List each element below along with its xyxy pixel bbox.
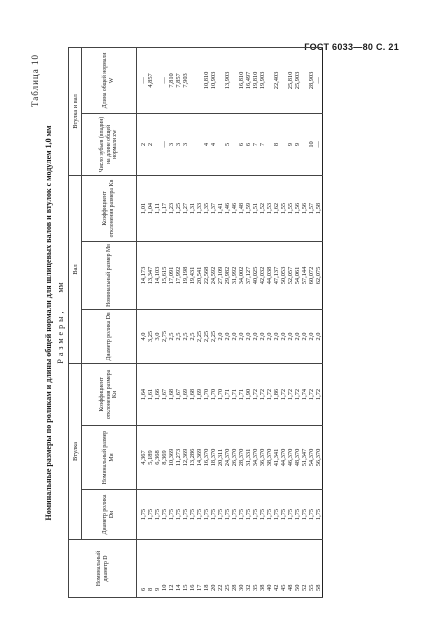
cell-bushing-coefficient: 1,68 — [189, 363, 196, 425]
cell-shaft-roller-diameter: 3,0 — [154, 309, 161, 363]
cell-nominal-diameter: 20 — [210, 540, 217, 598]
col-bushing-nominal-size: Номинальный размер Mи — [82, 426, 137, 490]
cell-bushing-coefficient: 1,72 — [266, 363, 273, 425]
cell-bushing-roller-diameter: 1,75 — [203, 490, 210, 540]
cell-bushing-coefficient: 1,67 — [175, 363, 182, 425]
cell-bushing-size: 46,370 — [287, 426, 294, 490]
cell-nominal-diameter: 8 — [147, 540, 154, 598]
group-shaft: Вал — [69, 175, 82, 363]
cell-shaft-size: 34,002 — [238, 241, 245, 309]
cell-shaft-roller-diameter: 2,0 — [301, 309, 308, 363]
table-title: Номинальные размеры по роликам и длины общей нормали для шлицевых валов и втулок с модулем 1,0 мм — [44, 125, 53, 521]
cell-shaft-coefficient: 1,46 — [231, 175, 238, 241]
cell-bushing-roller-diameter: 1,75 — [196, 490, 203, 540]
cell-bushing-roller-diameter: 1,75 — [287, 490, 294, 540]
cell-shaft-roller-diameter: 2,0 — [259, 309, 266, 363]
cell-shaft-size: 42,032 — [259, 241, 266, 309]
table-subtitle — [56, 48, 65, 598]
cell-bushing-coefficient: 1,71 — [224, 363, 231, 425]
cell-teeth-count — [280, 113, 287, 175]
cell-bushing-coefficient: 1,61 — [147, 363, 154, 425]
cell-bushing-coefficient: 1,70 — [203, 363, 210, 425]
cell-bushing-size: 8,369 — [161, 426, 168, 490]
cell-teeth-count: 10 — [308, 113, 315, 175]
cell-teeth-count: 6 — [238, 113, 245, 175]
table-row — [308, 47, 315, 597]
cell-teeth-count: 9 — [294, 113, 301, 175]
cell-normal-length: 7,903 — [182, 47, 189, 113]
cell-bushing-coefficient: 1,72 — [259, 363, 266, 425]
cell-nominal-diameter: 12 — [168, 540, 175, 598]
cell-normal-length: 25,903 — [294, 47, 301, 113]
cell-bushing-roller-diameter: 1,75 — [238, 490, 245, 540]
cell-bushing-size: 44,370 — [280, 426, 287, 490]
cell-normal-length — [231, 47, 238, 113]
cell-shaft-size: 57,144 — [301, 241, 308, 309]
cell-bushing-coefficient: 1,72 — [280, 363, 287, 425]
cell-bushing-roller-diameter: 1,75 — [154, 490, 161, 540]
cell-teeth-count — [301, 113, 308, 175]
cell-normal-length: 19,810 — [252, 47, 259, 113]
cell-shaft-size: 29,982 — [224, 241, 231, 309]
cell-bushing-coefficient: 1,69 — [182, 363, 189, 425]
cell-normal-length: 10,810 — [203, 47, 210, 113]
cell-bushing-size: 34,370 — [252, 426, 259, 490]
cell-bushing-roller-diameter: 1,75 — [259, 490, 266, 540]
cell-bushing-size: 26,370 — [231, 426, 238, 490]
rotated-table-block — [26, 48, 396, 598]
cell-shaft-roller-diameter: 2,0 — [287, 309, 294, 363]
cell-nominal-diameter: 30 — [238, 540, 245, 598]
cell-nominal-diameter: 15 — [182, 540, 189, 598]
table-row — [137, 47, 148, 597]
table-row — [245, 47, 252, 597]
cell-bushing-size: 56,370 — [315, 426, 323, 490]
cell-bushing-coefficient: 1,72 — [287, 363, 294, 425]
cell-shaft-coefficient: 1,37 — [210, 175, 217, 241]
cell-shaft-roller-diameter: 2,0 — [217, 309, 224, 363]
cell-bushing-coefficient: 1,71 — [238, 363, 245, 425]
col-normal-length: Длина общей нормали W — [82, 47, 137, 113]
cell-nominal-diameter: 10 — [161, 540, 168, 598]
cell-nominal-diameter: 38 — [259, 540, 266, 598]
cell-bushing-roller-diameter: 1,75 — [252, 490, 259, 540]
page-header: ГОСТ 6033—80 С. 21 — [304, 42, 399, 52]
cell-shaft-roller-diameter: 2,0 — [245, 309, 252, 363]
cell-bushing-roller-diameter: 1,75 — [224, 490, 231, 540]
cell-bushing-size: 28,370 — [238, 426, 245, 490]
cell-shaft-size: 15,615 — [161, 241, 168, 309]
cell-normal-length: — — [137, 47, 148, 113]
cell-teeth-count: 4 — [210, 113, 217, 175]
cell-shaft-coefficient: 1,51 — [252, 175, 259, 241]
table-row — [259, 47, 266, 597]
cell-normal-length: — — [161, 47, 168, 113]
dimensions-table — [68, 47, 323, 598]
cell-normal-length: 4,857 — [147, 47, 154, 113]
cell-nominal-diameter: 58 — [315, 540, 323, 598]
cell-shaft-size: 22,568 — [203, 241, 210, 309]
cell-shaft-coefficient: 1,57 — [308, 175, 315, 241]
cell-shaft-size: 44,038 — [266, 241, 273, 309]
cell-shaft-size: 52,057 — [287, 241, 294, 309]
cell-bushing-roller-diameter: 1,75 — [308, 490, 315, 540]
cell-bushing-coefficient: 1,71 — [231, 363, 238, 425]
cell-bushing-roller-diameter: 1,75 — [280, 490, 287, 540]
cell-shaft-coefficient: 1,17 — [161, 175, 168, 241]
cell-shaft-coefficient: 1,48 — [238, 175, 245, 241]
cell-teeth-count: — — [315, 113, 323, 175]
cell-bushing-coefficient: 1,64 — [137, 363, 148, 425]
cell-shaft-roller-diameter: 2,0 — [252, 309, 259, 363]
cell-nominal-diameter: 35 — [252, 540, 259, 598]
cell-nominal-diameter: 40 — [266, 540, 273, 598]
cell-shaft-roller-diameter: 2,25 — [196, 309, 203, 363]
cell-normal-length: 7,810 — [168, 47, 175, 113]
cell-shaft-coefficient: 1,52 — [259, 175, 266, 241]
cell-shaft-coefficient: 1,35 — [203, 175, 210, 241]
cell-nominal-diameter: 52 — [301, 540, 308, 598]
cell-shaft-size: 24,592 — [210, 241, 217, 309]
cell-bushing-coefficient: 1,67 — [161, 363, 168, 425]
cell-bushing-size: 16,370 — [203, 426, 210, 490]
cell-normal-length: 25,810 — [287, 47, 294, 113]
table-row — [217, 47, 224, 597]
cell-teeth-count: 7 — [252, 113, 259, 175]
cell-bushing-roller-diameter: 1,75 — [210, 490, 217, 540]
cell-bushing-size: 11,273 — [175, 426, 182, 490]
cell-bushing-size: 36,370 — [259, 426, 266, 490]
table-row — [252, 47, 259, 597]
cell-shaft-size: 62,075 — [315, 241, 323, 309]
table-row — [189, 47, 196, 597]
cell-shaft-size: 27,109 — [217, 241, 224, 309]
group-bushing-and-shaft: Втулка и вал — [69, 47, 82, 175]
cell-nominal-diameter: 55 — [308, 540, 315, 598]
table-row — [287, 47, 294, 597]
cell-teeth-count — [266, 113, 273, 175]
col-bushing-coefficient: Коэффициент отклонения размера Kи — [82, 363, 137, 425]
table-row — [315, 47, 323, 597]
cell-shaft-coefficient: 1,53 — [266, 175, 273, 241]
cell-shaft-coefficient: 1,41 — [217, 175, 224, 241]
cell-teeth-count: 3 — [168, 113, 175, 175]
col-bushing-roller-diameter: Диаметр ролика Dи — [82, 490, 137, 540]
cell-teeth-count — [196, 113, 203, 175]
table-row — [182, 47, 189, 597]
cell-shaft-roller-diameter: 2,0 — [224, 309, 231, 363]
cell-shaft-size: 47,137 — [273, 241, 280, 309]
cell-shaft-coefficient: 1,01 — [137, 175, 148, 241]
cell-bushing-size: 20,311 — [217, 426, 224, 490]
table-row — [210, 47, 217, 597]
table-row — [154, 47, 161, 597]
cell-bushing-size: 12,369 — [182, 426, 189, 490]
cell-nominal-diameter: 17 — [196, 540, 203, 598]
cell-bushing-coefficient: 1,68 — [168, 363, 175, 425]
table-row — [231, 47, 238, 597]
cell-bushing-size: 51,347 — [301, 426, 308, 490]
cell-shaft-size: 14,173 — [137, 241, 148, 309]
table-row — [175, 47, 182, 597]
cell-shaft-coefficient: 1,23 — [168, 175, 175, 241]
cell-shaft-coefficient: 1,59 — [245, 175, 252, 241]
cell-nominal-diameter: 9 — [154, 540, 161, 598]
cell-bushing-roller-diameter: 1,75 — [231, 490, 238, 540]
cell-normal-length: 22,403 — [273, 47, 280, 113]
cell-shaft-roller-diameter: 2,0 — [308, 309, 315, 363]
cell-teeth-count: 9 — [287, 113, 294, 175]
cell-shaft-size: 50,053 — [280, 241, 287, 309]
cell-shaft-coefficient: 1,46 — [224, 175, 231, 241]
cell-shaft-coefficient: 1,62 — [273, 175, 280, 241]
cell-shaft-coefficient: 1,25 — [175, 175, 182, 241]
cell-shaft-roller-diameter: 2,5 — [189, 309, 196, 363]
cell-bushing-coefficient: 1,69 — [196, 363, 203, 425]
cell-bushing-roller-diameter: 1,75 — [301, 490, 308, 540]
cell-normal-length: 7,857 — [175, 47, 182, 113]
cell-teeth-count: 4 — [203, 113, 210, 175]
cell-shaft-roller-diameter: 2,0 — [266, 309, 273, 363]
col-teeth-count: Число зубьев (впадин) на длине общей нормали zw — [82, 113, 137, 175]
cell-normal-length — [266, 47, 273, 113]
cell-shaft-size: 13,347 — [147, 241, 154, 309]
cell-shaft-size: 17,091 — [168, 241, 175, 309]
cell-nominal-diameter: 48 — [287, 540, 294, 598]
col-shaft-nominal-size: Номинальный размер Mв — [82, 241, 137, 309]
cell-bushing-coefficient: 1,70 — [217, 363, 224, 425]
col-shaft-roller-diameter: Диаметр ролика Dв — [82, 309, 137, 363]
cell-bushing-roller-diameter: 1,75 — [273, 490, 280, 540]
cell-teeth-count: 6 — [245, 113, 252, 175]
cell-normal-length — [280, 47, 287, 113]
table-row — [280, 47, 287, 597]
cell-teeth-count: 2 — [137, 113, 148, 175]
table-row — [238, 47, 245, 597]
cell-nominal-diameter: 32 — [245, 540, 252, 598]
cell-bushing-coefficient: 1,72 — [308, 363, 315, 425]
cell-teeth-count — [217, 113, 224, 175]
cell-shaft-size: 20,541 — [196, 241, 203, 309]
cell-bushing-size: 14,369 — [196, 426, 203, 490]
cell-bushing-roller-diameter: 1,75 — [266, 490, 273, 540]
cell-nominal-diameter: 25 — [224, 540, 231, 598]
cell-shaft-size: 54,061 — [294, 241, 301, 309]
cell-shaft-roller-diameter: 2,0 — [280, 309, 287, 363]
cell-teeth-count — [189, 113, 196, 175]
cell-nominal-diameter: 14 — [175, 540, 182, 598]
cell-bushing-size: 18,370 — [210, 426, 217, 490]
cell-normal-length — [217, 47, 224, 113]
cell-bushing-roller-diameter: 1,75 — [168, 490, 175, 540]
cell-shaft-roller-diameter: 2,5 — [182, 309, 189, 363]
cell-bushing-coefficient: 1,72 — [315, 363, 323, 425]
cell-bushing-roller-diameter: 1,75 — [175, 490, 182, 540]
cell-shaft-size: 31,992 — [231, 241, 238, 309]
col-shaft-coefficient: Коэффициент отклонения размера Kв — [82, 175, 137, 241]
cell-nominal-diameter: 28 — [231, 540, 238, 598]
subtitle-unit: мм — [56, 282, 65, 293]
cell-shaft-coefficient: 1,55 — [280, 175, 287, 241]
cell-normal-length: — — [315, 47, 323, 113]
subtitle-text: Размеры, — [56, 308, 65, 364]
cell-bushing-size: 4,367 — [137, 426, 148, 490]
cell-nominal-diameter: 22 — [217, 540, 224, 598]
table-row — [294, 47, 301, 597]
cell-bushing-size: 6,368 — [154, 426, 161, 490]
cell-bushing-roller-diameter: 1,75 — [182, 490, 189, 540]
cell-bushing-coefficient: 1,86 — [273, 363, 280, 425]
cell-shaft-coefficient: 1,56 — [301, 175, 308, 241]
cell-bushing-roller-diameter: 1,75 — [294, 490, 301, 540]
cell-bushing-roller-diameter: 1,75 — [137, 490, 148, 540]
cell-teeth-count: — — [161, 113, 168, 175]
cell-bushing-coefficient: 1,74 — [301, 363, 308, 425]
cell-shaft-size: 40,025 — [252, 241, 259, 309]
table-row — [168, 47, 175, 597]
cell-bushing-size: 10,369 — [168, 426, 175, 490]
cell-bushing-coefficient: 1,72 — [252, 363, 259, 425]
table-row — [266, 47, 273, 597]
cell-bushing-size: 31,331 — [245, 426, 252, 490]
table-row — [147, 47, 154, 597]
cell-nominal-diameter: 16 — [189, 540, 196, 598]
table-row — [161, 47, 168, 597]
cell-teeth-count — [154, 113, 161, 175]
cell-shaft-roller-diameter: 2,0 — [315, 309, 323, 363]
table-row — [273, 47, 280, 597]
cell-nominal-diameter: 45 — [280, 540, 287, 598]
cell-bushing-coefficient: 1,66 — [154, 363, 161, 425]
group-bushing: Втулка — [69, 363, 82, 539]
cell-bushing-roller-diameter: 1,75 — [217, 490, 224, 540]
cell-bushing-size: 48,370 — [294, 426, 301, 490]
cell-normal-length — [154, 47, 161, 113]
cell-shaft-roller-diameter: 2,0 — [273, 309, 280, 363]
col-nominal-diameter: Номинальный диаметр D — [69, 540, 137, 598]
cell-shaft-size: 60,072 — [308, 241, 315, 309]
cell-normal-length — [196, 47, 203, 113]
cell-shaft-coefficient: 1,55 — [287, 175, 294, 241]
cell-normal-length: 13,903 — [224, 47, 231, 113]
cell-shaft-size: 17,992 — [175, 241, 182, 309]
cell-bushing-roller-diameter: 1,75 — [245, 490, 252, 540]
cell-nominal-diameter: 18 — [203, 540, 210, 598]
cell-bushing-size: 38,370 — [266, 426, 273, 490]
cell-shaft-size: 19,431 — [189, 241, 196, 309]
cell-bushing-size: 13,286 — [189, 426, 196, 490]
cell-shaft-coefficient: 1,04 — [147, 175, 154, 241]
cell-bushing-size: 54,370 — [308, 426, 315, 490]
cell-teeth-count: 5 — [224, 113, 231, 175]
cell-shaft-roller-diameter: 2,0 — [294, 309, 301, 363]
cell-shaft-coefficient: 1,31 — [189, 175, 196, 241]
cell-shaft-roller-diameter: 2,5 — [168, 309, 175, 363]
cell-teeth-count: 2 — [147, 113, 154, 175]
cell-shaft-roller-diameter: 2,25 — [210, 309, 217, 363]
table-row — [224, 47, 231, 597]
cell-normal-length: 10,903 — [210, 47, 217, 113]
cell-normal-length — [189, 47, 196, 113]
cell-shaft-size: 37,127 — [245, 241, 252, 309]
cell-bushing-roller-diameter: 1,75 — [147, 490, 154, 540]
cell-teeth-count: 7 — [259, 113, 266, 175]
cell-teeth-count: 8 — [273, 113, 280, 175]
cell-normal-length — [301, 47, 308, 113]
cell-shaft-coefficient: 1,56 — [294, 175, 301, 241]
cell-teeth-count: 3 — [182, 113, 189, 175]
cell-nominal-diameter: 6 — [137, 540, 148, 598]
cell-bushing-coefficient: 1,72 — [294, 363, 301, 425]
cell-bushing-size: 24,370 — [224, 426, 231, 490]
cell-bushing-roller-diameter: 1,75 — [189, 490, 196, 540]
cell-shaft-roller-diameter: 4,0 — [137, 309, 148, 363]
cell-shaft-coefficient: 1,11 — [154, 175, 161, 241]
cell-teeth-count — [231, 113, 238, 175]
table-row — [196, 47, 203, 597]
cell-shaft-coefficient: 1,33 — [196, 175, 203, 241]
cell-shaft-coefficient: 1,27 — [182, 175, 189, 241]
cell-shaft-roller-diameter: 2,0 — [238, 309, 245, 363]
cell-shaft-size: 14,103 — [154, 241, 161, 309]
cell-shaft-coefficient: 1,58 — [315, 175, 323, 241]
table-caption: Таблица 10 — [30, 54, 40, 107]
cell-shaft-roller-diameter: 2,75 — [161, 309, 168, 363]
cell-bushing-size: 5,189 — [147, 426, 154, 490]
cell-bushing-coefficient: 1,70 — [210, 363, 217, 425]
cell-shaft-roller-diameter: 2,0 — [231, 309, 238, 363]
cell-bushing-coefficient: 1,90 — [245, 363, 252, 425]
cell-normal-length: 28,903 — [308, 47, 315, 113]
cell-bushing-size: 41,341 — [273, 426, 280, 490]
cell-teeth-count: 3 — [175, 113, 182, 175]
cell-shaft-size: 19,198 — [182, 241, 189, 309]
cell-shaft-roller-diameter: 3,25 — [147, 309, 154, 363]
cell-bushing-roller-diameter: 1,75 — [315, 490, 323, 540]
cell-normal-length: 16,497 — [245, 47, 252, 113]
table-row — [301, 47, 308, 597]
table-row — [203, 47, 210, 597]
cell-nominal-diameter: 50 — [294, 540, 301, 598]
cell-shaft-roller-diameter: 2,25 — [203, 309, 210, 363]
cell-nominal-diameter: 42 — [273, 540, 280, 598]
cell-bushing-roller-diameter: 1,75 — [161, 490, 168, 540]
cell-shaft-roller-diameter: 2,5 — [175, 309, 182, 363]
cell-normal-length: 19,903 — [259, 47, 266, 113]
cell-normal-length: 16,810 — [238, 47, 245, 113]
